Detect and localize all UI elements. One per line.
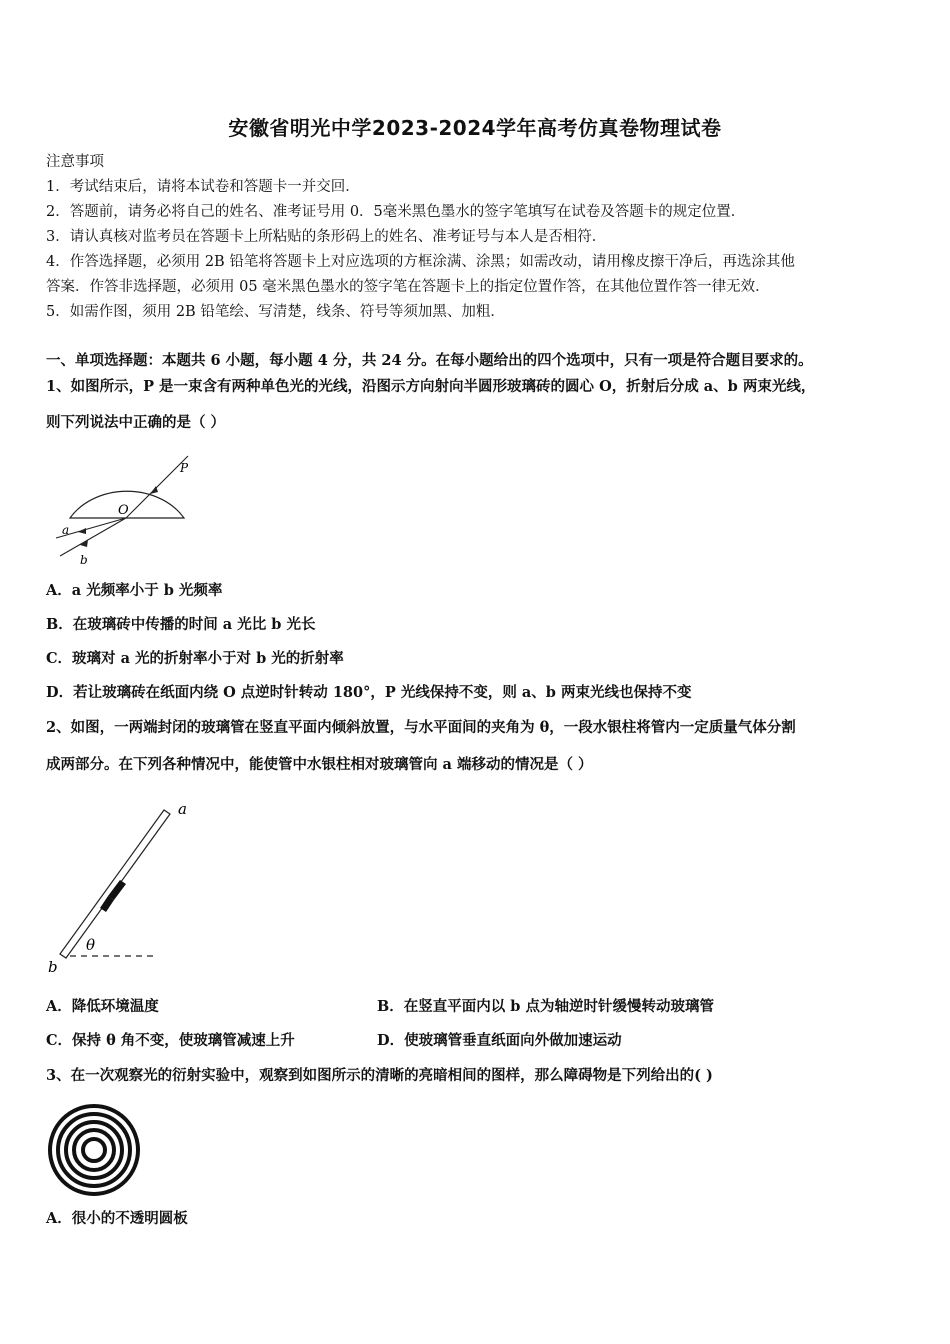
notice-item-2: 2．答题前，请务必将自己的姓名、准考证号用 0．5毫米黑色墨水的签字笔填写在试卷及答题卡的规定位置． (46, 204, 746, 220)
q1-option-c: C．玻璃对 a 光的折射率小于对 b 光的折射率 (46, 650, 344, 667)
q1-option-b: B．在玻璃砖中传播的时间 a 光比 b 光长 (46, 616, 316, 633)
q1-stem-line2: 则下列说法中正确的是（ ） (46, 414, 226, 431)
q2-option-d: D．使玻璃管垂直纸面向外做加速运动 (377, 1032, 622, 1049)
q2-stem-line1: 2、如图，一两端封闭的玻璃管在竖直平面内倾斜放置，与水平面间的夹角为 θ，一段水银柱将管内一定质量气体分割 (46, 719, 796, 736)
q2-option-b: B．在竖直平面内以 b 点为轴逆时针缓慢转动玻璃管 (377, 998, 714, 1015)
q2-label-b: b (48, 958, 58, 976)
q1-label-p: P (180, 461, 189, 475)
q2-figure (44, 794, 204, 980)
section-heading: 一、单项选择题：本题共 6 小题，每小题 4 分，共 24 分。在每小题给出的四个选项中，只有一项是符合题目要求的。 (46, 352, 813, 369)
q1-label-a: a (62, 523, 70, 537)
q2-option-a: A．降低环境温度 (46, 998, 159, 1015)
q1-stem-line1: 1、如图所示，P 是一束含有两种单色光的光线，沿图示方向射向半圆形玻璃砖的圆心 O，折射后分成 a、b 两束光线， (46, 378, 816, 395)
q2-stem-line2: 成两部分。在下列各种情况中，能使管中水银柱相对玻璃管向 a 端移动的情况是（ ） (46, 756, 593, 773)
notice-item-3: 3．请认真核对监考员在答题卡上所粘贴的条形码上的姓名、准考证号与本人是否相符． (46, 229, 607, 245)
q2-option-c: C．保持 θ 角不变，使玻璃管减速上升 (46, 1032, 295, 1049)
notice-item-1: 1．考试结束后，请将本试卷和答题卡一并交回． (46, 179, 360, 195)
notice-heading: 注意事项 (46, 154, 104, 170)
q3-stem: 3、在一次观察光的衍射实验中，观察到如图所示的清晰的亮暗相间的图样，那么障碍物是下列给出的( ) (46, 1067, 713, 1084)
q1-label-b: b (80, 553, 88, 567)
q3-figure (46, 1104, 142, 1196)
page-title: 安徽省明光中学2023-2024学年高考仿真卷物理试卷 (228, 116, 722, 140)
q2-label-theta: θ (86, 936, 96, 954)
q2-label-a: a (178, 800, 187, 818)
q1-option-d: D．若让玻璃砖在纸面内绕 O 点逆时针转动 180°，P 光线保持不变，则 a、b 两束光线也保持不变 (46, 684, 692, 701)
notice-item-4-cont: 答案．作答非选择题，必须用 05 毫米黑色墨水的签字笔在答题卡上的指定位置作答，在其他位置作答一律无效． (46, 279, 770, 295)
q1-figure (50, 452, 200, 570)
q1-option-a: A．a 光频率小于 b 光频率 (46, 582, 223, 599)
q3-option-a: A．很小的不透明圆板 (46, 1210, 188, 1227)
notice-item-5: 5．如需作图，须用 2B 铅笔绘、写清楚，线条、符号等须加黑、加粗． (46, 304, 505, 320)
notice-item-4: 4．作答选择题，必须用 2B 铅笔将答题卡上对应选项的方框涂满、涂黑；如需改动，请用橡皮擦干净后，再选涂其他 (46, 254, 795, 270)
q1-label-o: O (118, 503, 129, 518)
